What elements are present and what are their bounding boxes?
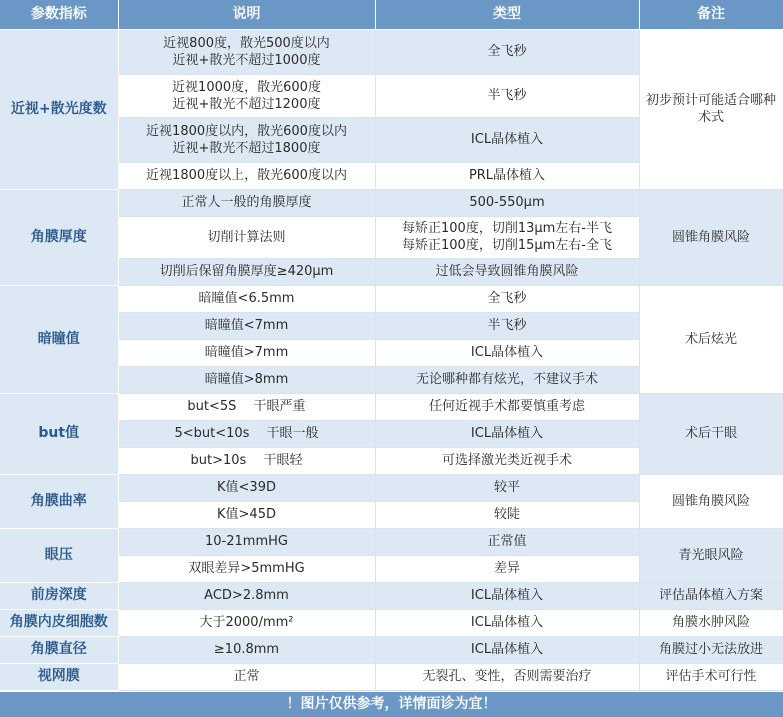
table-row (0, 582, 783, 609)
table-row (0, 29, 783, 74)
type-line: 差异 (493, 561, 520, 576)
type-line: ICL晶体植入 (470, 345, 544, 360)
table-row (0, 636, 783, 663)
param-name: 眼压 (0, 528, 118, 582)
description-cell (118, 162, 375, 189)
description-cell (118, 74, 375, 117)
type-cell (375, 609, 639, 636)
type-cell (375, 117, 639, 162)
description-line: K值<39D (217, 480, 276, 495)
description-cell (118, 29, 375, 74)
table-body (0, 29, 783, 690)
description-line: 暗瞳值>8mm (204, 372, 289, 387)
type-cell (375, 663, 639, 690)
param-name: 前房深度 (0, 582, 118, 609)
type-line: 无论哪种都有炫光，不建议手术 (415, 372, 598, 387)
description-line: 近视+散光不超过1200度 (172, 96, 321, 112)
description-cell (118, 501, 375, 528)
header-type: 类型 (375, 0, 639, 29)
type-cell (375, 582, 639, 609)
type-line: 可选择激光类近视手术 (441, 453, 572, 468)
type-cell (375, 555, 639, 582)
type-cell (375, 216, 639, 258)
type-line: 每矫正100度，切削13μm左右-半飞 (402, 221, 612, 236)
type-cell (375, 501, 639, 528)
description-cell (118, 216, 375, 258)
description-cell (118, 609, 375, 636)
description-line: 大于2000/mm² (199, 615, 294, 630)
type-line: ICL晶体植入 (470, 588, 544, 603)
note-cell: 术后炫光 (639, 285, 783, 393)
description-cell (118, 447, 375, 474)
header-description: 说明 (118, 0, 375, 29)
type-cell (375, 29, 639, 74)
description-cell (118, 636, 375, 663)
description-line: 近视+散光不超过1800度 (172, 140, 321, 156)
note-cell: 评估晶体植入方案 (639, 582, 783, 609)
description-line: 正常人一般的角膜厚度 (181, 195, 312, 210)
type-cell (375, 366, 639, 393)
description-line: K值>45D (217, 507, 276, 522)
note-cell: 圆锥角膜风险 (639, 474, 783, 528)
description-line: 近视1800度以内，散光600度以内 (146, 123, 347, 139)
type-line: PRL晶体植入 (468, 168, 546, 183)
param-name: but值 (0, 393, 118, 474)
type-cell (375, 528, 639, 555)
type-line: 较平 (493, 480, 520, 495)
param-name: 视网膜 (0, 663, 118, 690)
description-line: ≥10.8mm (213, 642, 280, 657)
type-line: 全飞秒 (487, 44, 527, 59)
type-line: ICL晶体植入 (470, 642, 544, 657)
table-row (0, 285, 783, 312)
note-cell: 角膜过小无法放进 (639, 636, 783, 663)
type-line: 每矫正100度，切削15μm左右-全飞 (402, 238, 612, 253)
header-note: 备注 (639, 0, 783, 29)
table-row (0, 528, 783, 555)
param-name: 角膜直径 (0, 636, 118, 663)
param-name: 暗瞳值 (0, 285, 118, 393)
type-cell (375, 474, 639, 501)
note-cell: 初步预计可能适合哪种术式 (639, 29, 783, 189)
type-cell (375, 162, 639, 189)
table-row (0, 474, 783, 501)
type-line: 500-550μm (469, 195, 545, 210)
note-cell: 评估手术可行性 (639, 663, 783, 690)
description-cell (118, 420, 375, 447)
description-line: 切削后保留角膜厚度≥420μm (159, 264, 334, 279)
description-cell (118, 312, 375, 339)
description-line: ACD>2.8mm (204, 588, 289, 603)
type-line: ICL晶体植入 (470, 426, 544, 441)
type-cell (375, 312, 639, 339)
disclaimer-footer: ！图片仅供参考，详情面诊为宜！ (0, 692, 783, 717)
type-line: 正常值 (487, 534, 527, 549)
table-header-row (0, 0, 783, 29)
description-cell (118, 474, 375, 501)
description-line: 暗瞳值<7mm (204, 318, 289, 333)
description-line: 近视800度，散光500度以内 (163, 35, 330, 51)
type-cell (375, 74, 639, 117)
description-line: 暗瞳值>7mm (204, 345, 289, 360)
note-cell: 术后干眼 (639, 393, 783, 474)
description-line: 10-21mmHG (205, 534, 288, 549)
type-cell (375, 189, 639, 216)
description-cell (118, 258, 375, 285)
description-cell (118, 339, 375, 366)
type-cell (375, 420, 639, 447)
description-cell (118, 555, 375, 582)
table-row (0, 663, 783, 690)
description-line: 切削计算法则 (207, 229, 286, 245)
param-name: 角膜曲率 (0, 474, 118, 528)
description-line: 双眼差异>5mmHG (188, 561, 305, 576)
param-name: 角膜厚度 (0, 189, 118, 285)
description-cell (118, 285, 375, 312)
type-line: ICL晶体植入 (470, 132, 544, 147)
type-cell (375, 285, 639, 312)
description-cell (118, 366, 375, 393)
description-line: 5<but<10s 干眼一般 (174, 426, 319, 441)
table-row (0, 189, 783, 216)
description-line: 正常 (233, 669, 260, 684)
description-line: 近视+散光不超过1000度 (172, 52, 321, 68)
description-line: but<5S 干眼严重 (187, 399, 306, 414)
note-cell: 青光眼风险 (639, 528, 783, 582)
description-cell (118, 582, 375, 609)
type-line: 任何近视手术都要慎重考虑 (428, 399, 585, 414)
type-cell (375, 447, 639, 474)
description-cell (118, 663, 375, 690)
header-param: 参数指标 (0, 0, 118, 29)
param-name: 角膜内皮细胞数 (0, 609, 118, 636)
type-cell (375, 258, 639, 285)
type-line: 无裂孔、变性，否则需要治疗 (422, 669, 592, 684)
description-cell (118, 117, 375, 162)
description-cell (118, 189, 375, 216)
description-line: 近视1800度以上，散光600度以内 (146, 168, 347, 183)
type-line: 半飞秒 (487, 88, 527, 103)
description-line: 近视1000度，散光600度 (172, 79, 321, 95)
type-cell (375, 636, 639, 663)
type-line: 半飞秒 (487, 318, 527, 333)
table-row (0, 609, 783, 636)
type-line: 较陡 (493, 507, 520, 522)
description-cell (118, 393, 375, 420)
description-line: 暗瞳值<6.5mm (198, 291, 295, 306)
type-line: 全飞秒 (487, 291, 527, 306)
note-cell: 圆锥角膜风险 (639, 189, 783, 285)
param-name: 近视+散光度数 (0, 29, 118, 189)
type-line: 过低会导致圆锥角膜风险 (435, 264, 579, 279)
description-line: but>10s 干眼轻 (190, 453, 303, 468)
type-cell (375, 393, 639, 420)
type-line: ICL晶体植入 (470, 615, 544, 630)
description-cell (118, 528, 375, 555)
table-row (0, 393, 783, 420)
type-cell (375, 339, 639, 366)
note-cell: 角膜水肿风险 (639, 609, 783, 636)
